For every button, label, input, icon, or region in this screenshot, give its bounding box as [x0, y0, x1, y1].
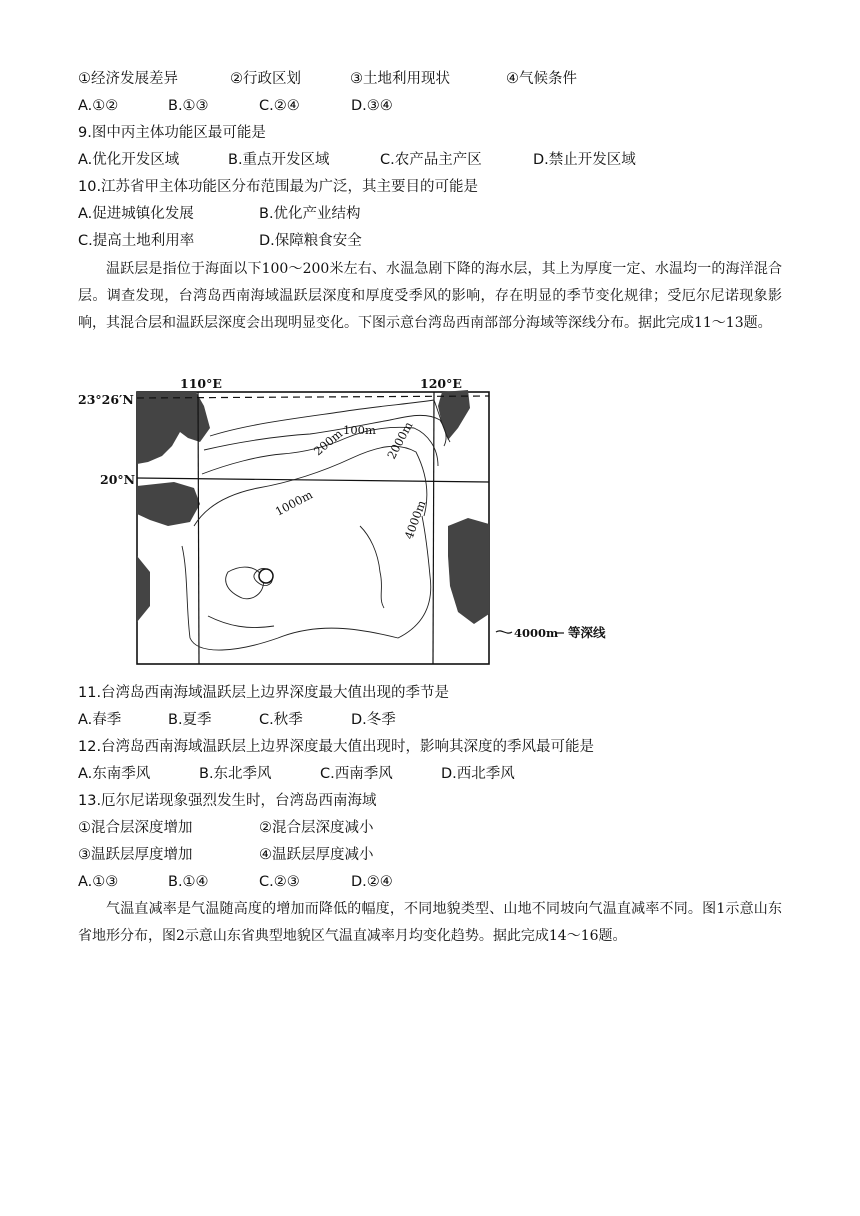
meridian-120e-line: [433, 392, 434, 664]
label-20n: 20°N: [100, 472, 136, 487]
legend-contour-symbol: [496, 631, 512, 633]
q12-choice-d: D.西北季风: [441, 766, 515, 782]
q8-choice-a: A.①②: [78, 98, 119, 114]
passage-thermocline: [78, 256, 782, 337]
label-contour-200m: 200m: [310, 426, 346, 459]
bathymetry-map: [78, 376, 634, 668]
label-tropic: 23°26′N: [78, 392, 134, 407]
seamount-peak: [259, 569, 273, 583]
q13-choice-b: B.①④: [168, 874, 209, 890]
q13-stem: 13.厄尔尼诺现象强烈发生时，台湾岛西南海域: [78, 793, 377, 809]
q13-choice-a: A.①③: [78, 874, 119, 890]
label-110e: 110°E: [180, 376, 222, 391]
label-contour-1000m: 1000m: [272, 487, 315, 519]
q11-choice-a: A.春季: [78, 712, 122, 728]
land-vietnam: [137, 556, 150, 622]
land-luzon: [448, 518, 489, 624]
q10-stem: 10.江苏省甲主体功能区分布范围最为广泛，其主要目的可能是: [78, 179, 479, 195]
q8-statement-3: ③土地利用现状: [350, 71, 450, 87]
q10-choice-b: B.优化产业结构: [259, 206, 361, 222]
q8-statement-2: ②行政区划: [230, 71, 301, 87]
label-120e: 120°E: [420, 376, 462, 391]
q9-choice-d: D.禁止开发区域: [533, 152, 636, 168]
latitude-20n-line: [137, 478, 489, 482]
q13-statement-2: ②混合层深度减小: [259, 820, 374, 836]
q9-stem: 9.图中丙主体功能区最可能是: [78, 125, 266, 141]
q9-choice-b: B.重点开发区域: [228, 152, 330, 168]
contour-4000m-outer: [182, 516, 431, 650]
trench-contour: [360, 526, 384, 608]
q13-statement-3: ③温跃层厚度增加: [78, 847, 193, 863]
q11-choice-d: D.冬季: [351, 712, 396, 728]
q8-choice-c: C.②④: [259, 98, 300, 114]
passage-thermocline-text: 温跃层是指位于海面以下100～200米左右、水温急剧下降的海水层，其上为厚度一定、水温均一的海洋混合层。调查发现，台湾岛西南海域温跃层深度和厚度受季风的影响，存在明显的季节变化规律；受厄尔尼诺现象影响，其混合层和温跃层深度会出现明显变化。下图示意台湾岛西南部部分海域等深线分布。据此完成11～13题。: [78, 261, 782, 331]
contour-south: [208, 616, 274, 628]
q12-choice-c: C.西南季风: [320, 766, 393, 782]
label-contour-2000m: 2000m: [384, 419, 416, 462]
q11-choice-b: B.夏季: [168, 712, 212, 728]
q10-choice-d: D.保障粮食安全: [259, 233, 362, 249]
land-taiwan: [438, 390, 470, 440]
land-guangdong: [137, 392, 210, 464]
q12-stem: 12.台湾岛西南海域温跃层上边界深度最大值出现时，影响其深度的季风最可能是: [78, 739, 595, 755]
q9-choice-a: A.优化开发区域: [78, 152, 180, 168]
legend-contour-sample: 4000m: [514, 626, 559, 640]
q12-choice-a: A.东南季风: [78, 766, 151, 782]
q13-choice-d: D.②④: [351, 874, 393, 890]
q10-choice-c: C.提高土地利用率: [78, 233, 195, 249]
q8-choice-b: B.①③: [168, 98, 209, 114]
q12-choice-b: B.东北季风: [199, 766, 272, 782]
q11-choice-c: C.秋季: [259, 712, 303, 728]
label-contour-4000m: 4000m: [401, 498, 429, 542]
q8-statement-1: ①经济发展差异: [78, 71, 178, 87]
q13-statement-1: ①混合层深度增加: [78, 820, 193, 836]
label-contour-100m: 100m: [343, 423, 376, 437]
passage-lapse-rate: [78, 896, 782, 950]
q11-stem: 11.台湾岛西南海域温跃层上边界深度最大值出现的季节是: [78, 685, 450, 701]
q13-statement-4: ④温跃层厚度减小: [259, 847, 374, 863]
land-hainan: [137, 482, 200, 526]
q13-choice-c: C.②③: [259, 874, 300, 890]
legend-label: 等深线: [568, 625, 606, 640]
q10-choice-a: A.促进城镇化发展: [78, 206, 194, 222]
q8-statement-4: ④气候条件: [506, 71, 577, 87]
q9-choice-c: C.农产品主产区: [380, 152, 482, 168]
passage-lapse-rate-text: 气温直减率是气温随高度的增加而降低的幅度，不同地貌类型、山地不同坡向气温直减率不同。图1示意山东省地形分布，图2示意山东省典型地貌区气温直减率月均变化趋势。据此完成14～16题。: [78, 901, 782, 944]
q8-choice-d: D.③④: [351, 98, 393, 114]
